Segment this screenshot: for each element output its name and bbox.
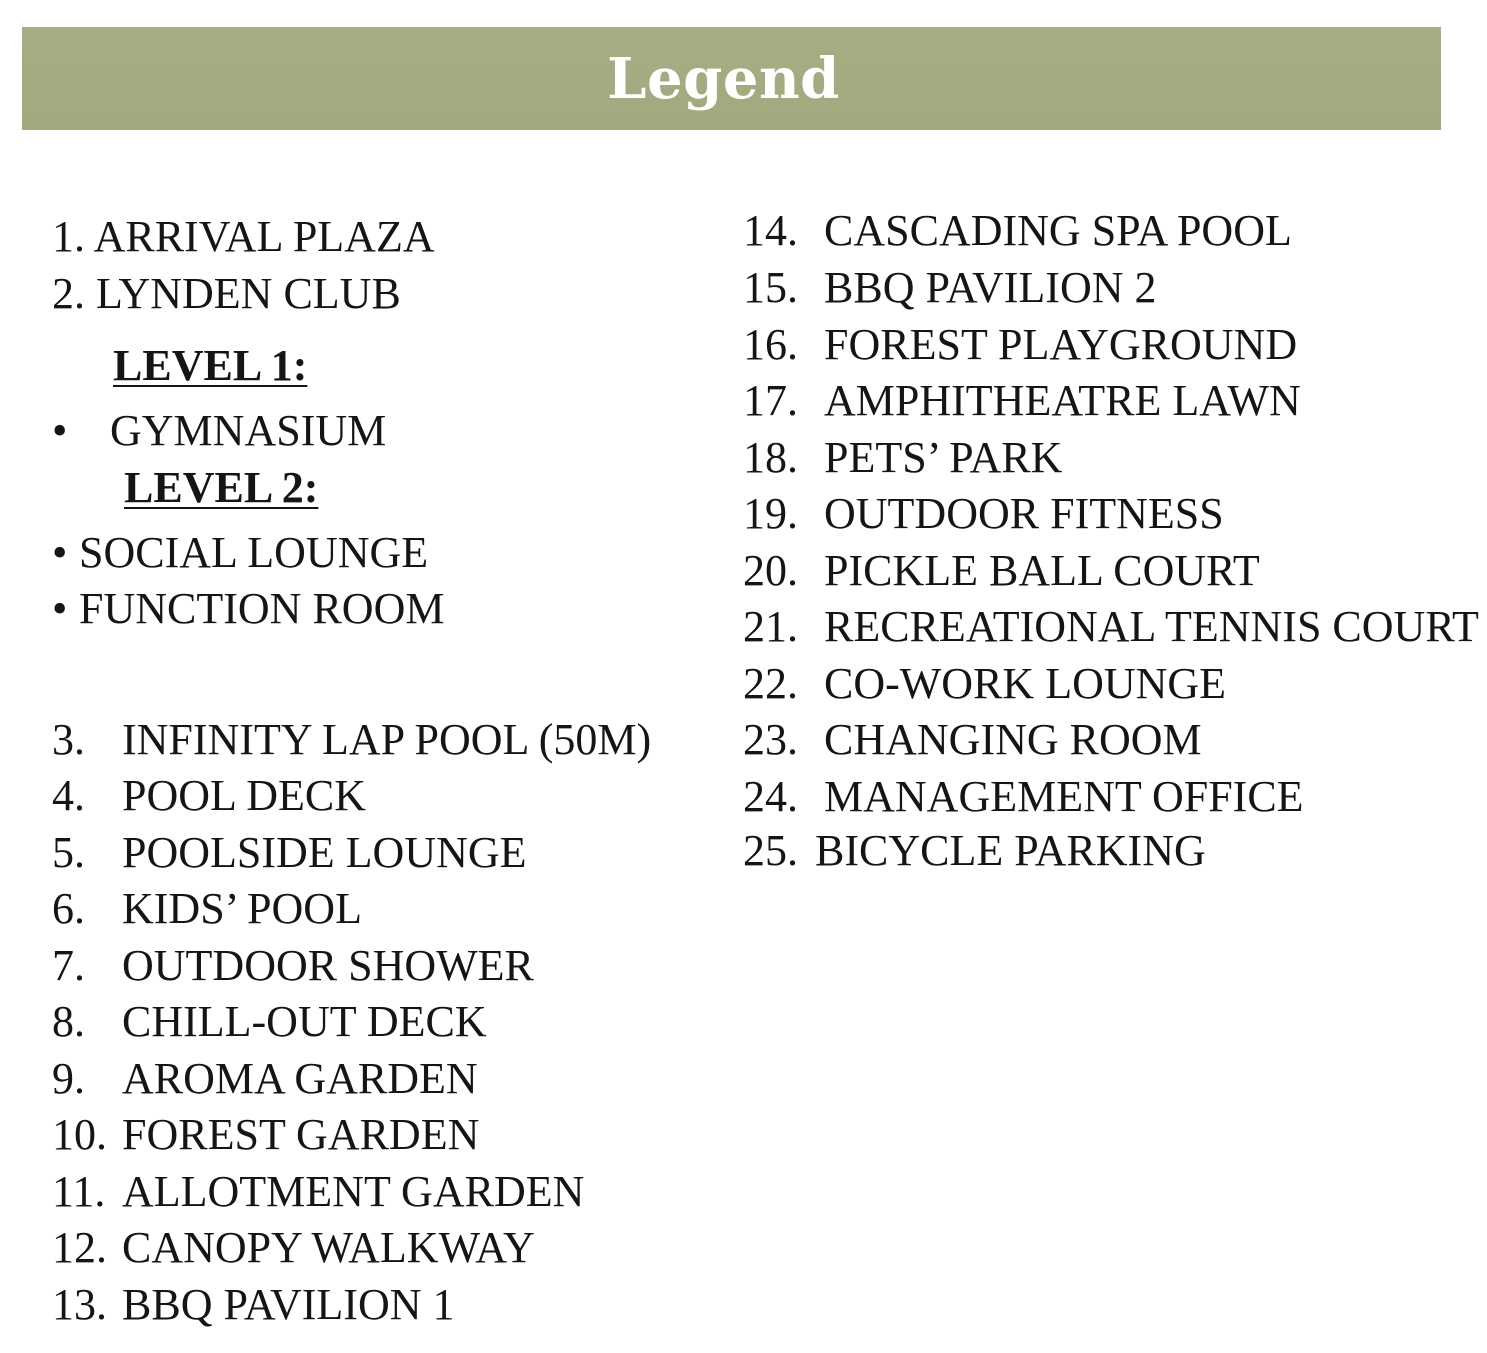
- level-2-heading: LEVEL 2:: [124, 463, 319, 512]
- legend-item: [52, 1280, 455, 1329]
- item-label: OUTDOOR FITNESS: [824, 489, 1224, 538]
- legend-item: [743, 715, 1202, 764]
- item-number: 8.: [52, 997, 85, 1046]
- item-label: KIDS’ POOL: [122, 884, 362, 933]
- legend-item: [743, 489, 1224, 538]
- item-number: 18.: [743, 433, 798, 482]
- item-label: BBQ PAVILION 2: [824, 263, 1157, 312]
- item-label: CHILL-OUT DECK: [122, 997, 487, 1046]
- legend-item: [52, 715, 652, 764]
- item-label: AMPHITHEATRE LAWN: [824, 376, 1301, 425]
- legend-item: [52, 828, 527, 877]
- item-label: RECREATIONAL TENNIS COURT: [824, 602, 1479, 651]
- item-label: BICYCLE PARKING: [815, 826, 1206, 875]
- item-number: 23.: [743, 715, 798, 764]
- bullet-label: SOCIAL LOUNGE: [79, 528, 429, 577]
- legend-item: [52, 941, 534, 990]
- legend-title: Legend: [607, 45, 840, 112]
- item-number: 24.: [743, 772, 798, 821]
- item-number: 11.: [52, 1167, 106, 1216]
- legend-item: [52, 1110, 480, 1159]
- legend-item: [743, 546, 1260, 595]
- item-number: 9.: [52, 1054, 85, 1103]
- item-number: 22.: [743, 659, 798, 708]
- legend-item: [743, 602, 1479, 651]
- item-number: 17.: [743, 376, 798, 425]
- item-label: PETS’ PARK: [824, 433, 1063, 482]
- legend-item: [743, 772, 1304, 821]
- item-number: 5.: [52, 828, 85, 877]
- legend-item: [52, 884, 362, 933]
- item-number: 10.: [52, 1110, 107, 1159]
- item-label: CO-WORK LOUNGE: [824, 659, 1227, 708]
- item-number: 19.: [743, 489, 798, 538]
- item-number: 21.: [743, 602, 798, 651]
- item-number: 20.: [743, 546, 798, 595]
- item-number: 13.: [52, 1280, 107, 1329]
- item-label: POOLSIDE LOUNGE: [122, 828, 527, 877]
- item-number: 3.: [52, 715, 85, 764]
- legend-item: [743, 320, 1298, 369]
- item-number: 1.: [52, 212, 85, 261]
- legend-item: [743, 659, 1227, 708]
- item-label: CASCADING SPA POOL: [824, 206, 1292, 255]
- item-number: 25.: [743, 826, 798, 875]
- item-label: AROMA GARDEN: [122, 1054, 478, 1103]
- item-number: 15.: [743, 263, 798, 312]
- legend-item: [743, 263, 1157, 312]
- item-label: CANOPY WALKWAY: [122, 1223, 535, 1272]
- bullet-icon: •: [52, 528, 68, 577]
- legend-item: [743, 433, 1063, 482]
- item-label: LYNDEN CLUB: [96, 269, 401, 318]
- item-number: 12.: [52, 1223, 107, 1272]
- item-label: FOREST PLAYGROUND: [824, 320, 1298, 369]
- item-label: INFINITY LAP POOL (50M): [122, 715, 652, 764]
- legend-item: [52, 771, 367, 820]
- legend-banner: [22, 27, 1441, 130]
- item-number: 4.: [52, 771, 85, 820]
- legend-item: [52, 997, 487, 1046]
- item-number: 2.: [52, 269, 85, 318]
- bullet-item: [52, 584, 445, 633]
- legend-item: [743, 206, 1292, 255]
- item-label: BBQ PAVILION 1: [122, 1280, 455, 1329]
- legend-item: [52, 1054, 478, 1103]
- item-label: CHANGING ROOM: [824, 715, 1202, 764]
- bullet-item: [52, 406, 387, 455]
- bullet-item: [52, 528, 429, 577]
- legend-item: [743, 826, 1206, 875]
- item-label: ARRIVAL PLAZA: [93, 212, 435, 261]
- bullet-icon: •: [52, 584, 68, 633]
- item-number: 7.: [52, 941, 85, 990]
- legend-item: [52, 269, 401, 318]
- item-label: OUTDOOR SHOWER: [122, 941, 534, 990]
- item-number: 6.: [52, 884, 85, 933]
- legend-item: [743, 376, 1301, 425]
- item-label: POOL DECK: [122, 771, 367, 820]
- legend-item: [52, 1223, 535, 1272]
- item-label: PICKLE BALL COURT: [824, 546, 1260, 595]
- level-1-heading: LEVEL 1:: [113, 341, 308, 390]
- legend-item: [52, 1167, 585, 1216]
- item-label: MANAGEMENT OFFICE: [824, 772, 1304, 821]
- bullet-label: FUNCTION ROOM: [79, 584, 445, 633]
- legend-item: [52, 212, 435, 261]
- item-number: 14.: [743, 206, 798, 255]
- item-label: FOREST GARDEN: [122, 1110, 480, 1159]
- item-number: 16.: [743, 320, 798, 369]
- bullet-icon: •: [52, 406, 68, 455]
- bullet-label: GYMNASIUM: [110, 406, 387, 455]
- item-label: ALLOTMENT GARDEN: [122, 1167, 585, 1216]
